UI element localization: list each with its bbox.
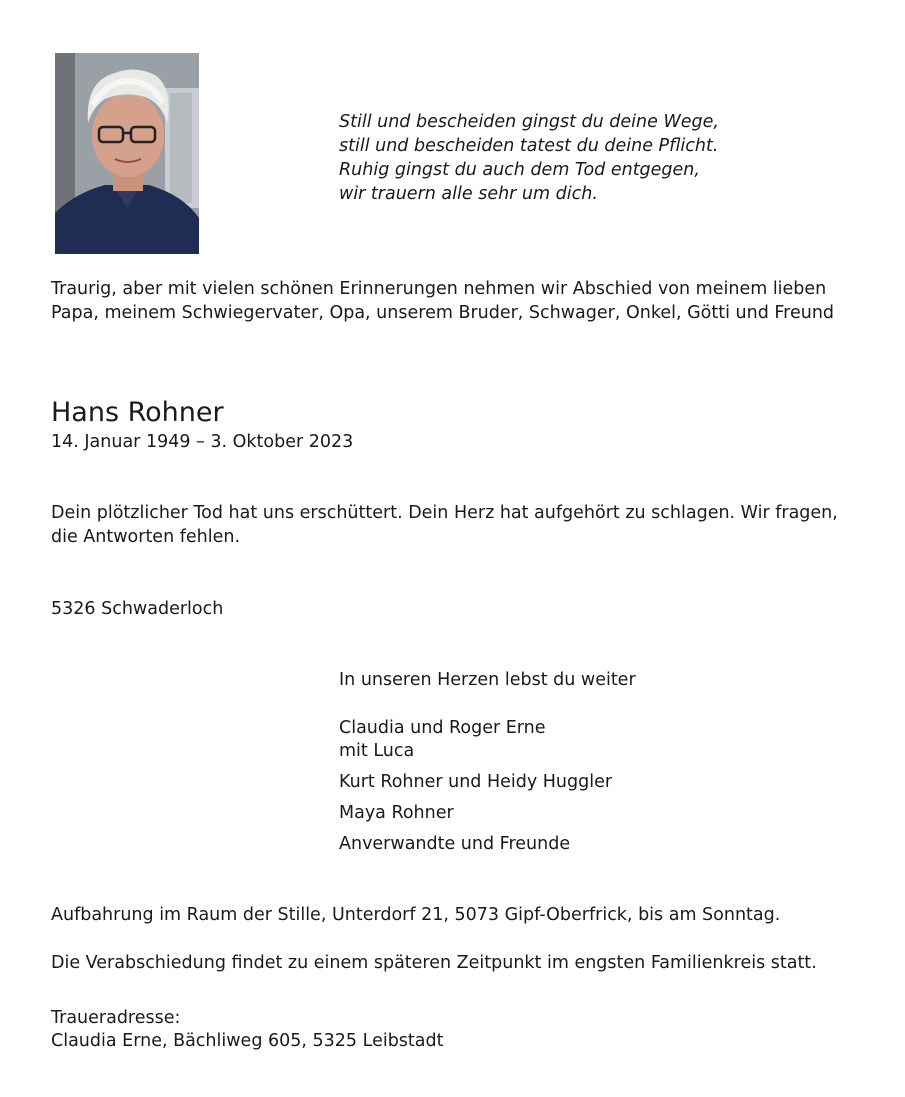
mourner-family-line: mit Luca — [339, 741, 415, 761]
poem-line: Still und bescheiden gingst du deine Wege, — [339, 112, 719, 132]
mourning-address-value: Claudia Erne, Bächliweg 605, 5325 Leibstadt — [51, 1031, 444, 1051]
poem — [339, 110, 719, 206]
portrait-illustration — [55, 53, 199, 254]
message-text: Dein plötzlicher Tod hat uns erschüttert. Dein Herz hat aufgehört zu schlagen. Wir fragen, die Antworten fehlen. — [51, 503, 838, 547]
poem-line: still und bescheiden tatest du deine Pflicht. — [339, 136, 719, 156]
life-dates: 14. Januar 1949 – 3. Oktober 2023 — [51, 432, 354, 452]
mourners-heading: In unseren Herzen lebst du weiter — [339, 670, 636, 690]
mourner-family-line: Anverwandte und Freunde — [339, 834, 571, 854]
mourner-family-line: Maya Rohner — [339, 803, 454, 823]
deceased-name: Hans Rohner — [51, 397, 224, 428]
location-text: 5326 Schwaderloch — [51, 599, 224, 619]
viewing-text: Aufbahrung im Raum der Stille, Unterdorf 21, 5073 Gipf-Oberfrick, bis am Sonntag. — [51, 905, 781, 925]
poem-line: Ruhig gingst du auch dem Tod entgegen, — [339, 160, 700, 180]
mourner-family-line: Kurt Rohner und Heidy Huggler — [339, 772, 613, 792]
poem-line: wir trauern alle sehr um dich. — [339, 184, 598, 204]
mourning-address-label: Traueradresse: — [51, 1008, 181, 1028]
portrait-photo — [55, 53, 199, 254]
intro-text: Traurig, aber mit vielen schönen Erinnerungen nehmen wir Abschied von meinem lieben Papa, meinem Schwiegervater, Opa, unserem Bruder, Schwager, Onkel, Götti und Freund — [51, 279, 835, 323]
mourner-family-line: Claudia und Roger Erne — [339, 718, 546, 738]
farewell-text: Die Verabschiedung findet zu einem späteren Zeitpunkt im engsten Familienkreis statt. — [51, 953, 817, 973]
